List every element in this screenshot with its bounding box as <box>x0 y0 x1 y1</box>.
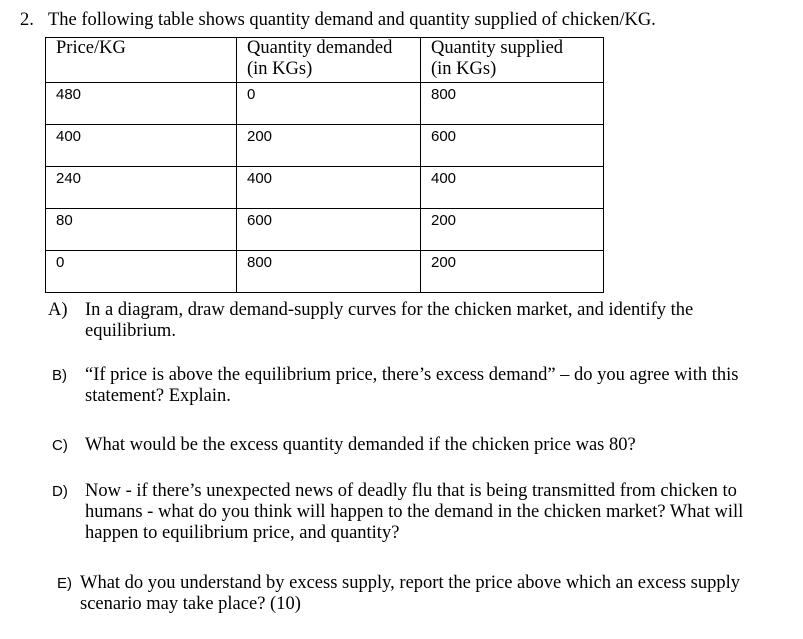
table-row <box>46 125 604 167</box>
table-cell: 200 <box>421 251 604 293</box>
table-cell: 800 <box>237 251 421 293</box>
question-number: 2. <box>20 10 34 30</box>
sub-question-label: D) <box>52 483 68 500</box>
column-header <box>46 38 237 83</box>
table-cell: 80 <box>46 209 237 251</box>
table-cell: 200 <box>421 209 604 251</box>
column-header <box>421 38 604 83</box>
table-cell: 400 <box>46 125 237 167</box>
sub-question-text: happen to equilibrium price, and quantity? <box>85 523 400 543</box>
sub-question-label: B) <box>52 367 67 384</box>
table-row <box>46 167 604 209</box>
header-line: Quantity demanded <box>247 38 393 58</box>
sub-question-text: What would be the excess quantity demanded if the chicken price was 80? <box>85 435 636 455</box>
sub-question-text: “If price is above the equilibrium price, there’s excess demand” – do you agree with this <box>85 365 739 385</box>
table-cell: 600 <box>237 209 421 251</box>
sub-question-text: equilibrium. <box>85 321 176 341</box>
table-cell: 0 <box>237 83 421 125</box>
sub-question-label: E) <box>57 575 72 592</box>
table-body <box>46 83 604 293</box>
table-cell: 800 <box>421 83 604 125</box>
question-title: The following table shows quantity demand and quantity supplied of chicken/KG. <box>48 10 656 30</box>
table-cell: 600 <box>421 125 604 167</box>
sub-question-label: A) <box>48 300 68 320</box>
sub-question-label: C) <box>52 437 68 454</box>
question-heading <box>20 10 656 30</box>
supply-demand-table <box>45 37 604 293</box>
header-line: (in KGs) <box>247 59 313 79</box>
table-row <box>46 251 604 293</box>
header-line: Quantity supplied <box>431 38 564 58</box>
sub-question-text: humans - what do you think will happen to the demand in the chicken market? What will <box>85 502 744 522</box>
table-row <box>46 209 604 251</box>
header-line: Price/KG <box>56 38 126 58</box>
header-line: (in KGs) <box>431 59 497 79</box>
table-cell: 400 <box>237 167 421 209</box>
sub-question-text: What do you understand by excess supply, report the price above which an excess supply <box>80 573 740 593</box>
sub-question-text: statement? Explain. <box>85 386 231 406</box>
table-cell: 240 <box>46 167 237 209</box>
column-header <box>237 38 421 83</box>
sub-question-text: scenario may take place? (10) <box>80 594 301 614</box>
sub-question-text: Now - if there’s unexpected news of deadly flu that is being transmitted from chicken to <box>85 481 737 501</box>
sub-question-text: In a diagram, draw demand-supply curves for the chicken market, and identify the <box>85 300 694 320</box>
table-header-row <box>46 38 604 83</box>
table-cell: 200 <box>237 125 421 167</box>
table-cell: 400 <box>421 167 604 209</box>
table-cell: 0 <box>46 251 237 293</box>
table-cell: 480 <box>46 83 237 125</box>
table-row <box>46 83 604 125</box>
